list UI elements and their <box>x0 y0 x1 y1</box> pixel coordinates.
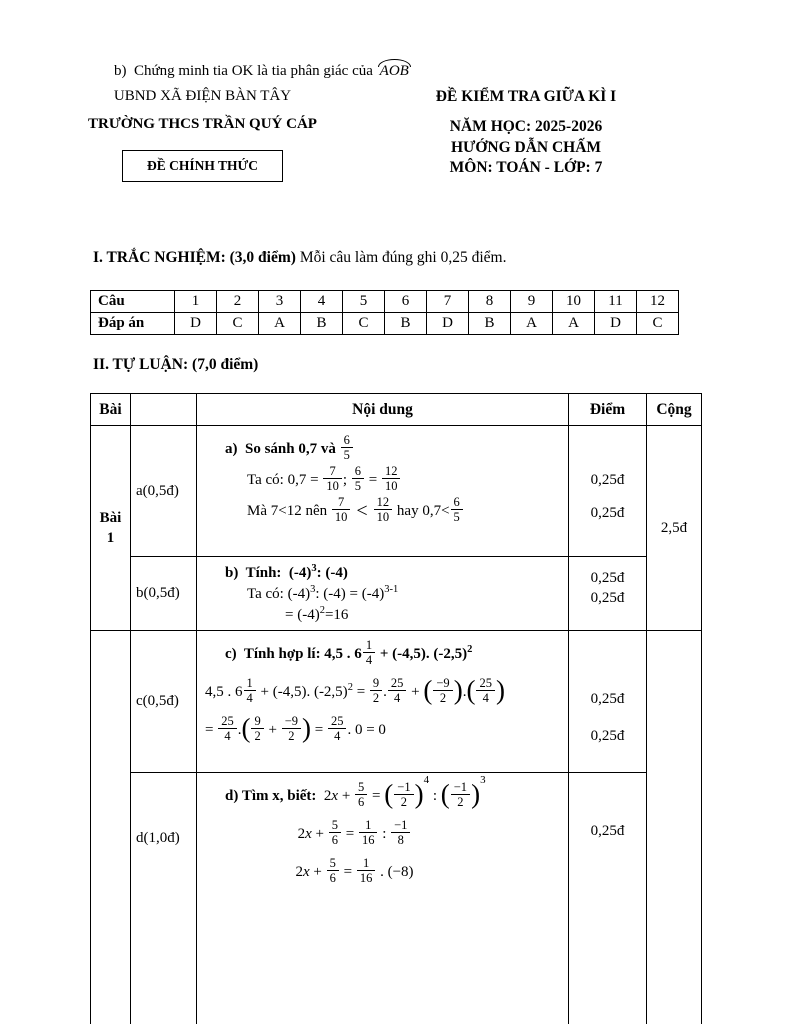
mc-cell: C <box>217 313 259 335</box>
paren: ) <box>302 713 311 743</box>
fraction: $\frac{-1}{2}$ <box>451 780 470 809</box>
math-line <box>225 435 560 464</box>
col-header-noidung: Nội dung <box>197 394 569 426</box>
text-run: = <box>341 825 358 842</box>
header-left <box>60 88 345 182</box>
text-run: 4,5 . 6 <box>205 683 243 700</box>
mc-cell: 3 <box>259 291 301 313</box>
text-run: 2 <box>297 825 306 842</box>
mc-cell: A <box>259 313 301 335</box>
mc-cell: D <box>427 313 469 335</box>
top-note <box>114 63 412 80</box>
points-a <box>569 426 647 557</box>
text-run: + <box>407 683 424 700</box>
mc-answer-label: Đáp án <box>91 313 175 335</box>
text-run: ; <box>342 471 351 488</box>
mc-answer-table <box>90 290 679 335</box>
header-right <box>408 88 644 182</box>
fraction: $\frac{-1}{8}$ <box>391 818 410 847</box>
text-run: hay 0,7< <box>393 502 450 519</box>
fraction: $\frac{-1}{2}$ <box>394 780 413 809</box>
fraction: $\frac{5}{6}$ <box>355 780 367 809</box>
mc-cell: B <box>301 313 343 335</box>
col-header-bai: Bài <box>91 394 131 426</box>
fraction: $\frac{6}{5}$ <box>352 464 364 493</box>
essay-table <box>90 393 702 1024</box>
text-run: = (-4) <box>285 607 320 623</box>
content-a <box>197 426 569 557</box>
text-run: d) Tìm x, biết: <box>225 787 324 804</box>
fraction: $\frac{25}{4}$ <box>476 676 495 705</box>
essay-header-row <box>91 394 702 426</box>
essay-row-a <box>91 426 702 557</box>
mc-answer-row <box>91 313 679 335</box>
text-run: x <box>305 825 312 842</box>
mc-cell: 7 <box>427 291 469 313</box>
paren: ) <box>471 779 481 809</box>
point-value: 0,25đ <box>590 505 625 521</box>
text-run: < <box>351 500 373 522</box>
org-line-1: UBND XÃ ĐIỆN BÀN TÂY <box>113 88 292 104</box>
text-run: . <box>237 721 242 738</box>
text-run: x <box>302 863 310 880</box>
fraction: $\frac{-9}{2}$ <box>282 714 301 743</box>
math-line <box>205 858 560 887</box>
grading-guide-title: HƯỚNG DẪN CHẤM <box>450 139 602 156</box>
text-run: + (-4,5). (-2,5) <box>376 645 468 662</box>
paren: ( <box>466 675 476 705</box>
fraction: $\frac{6}{5}$ <box>341 433 353 462</box>
mc-cell: C <box>343 313 385 335</box>
fraction: $\frac{6}{5}$ <box>451 495 463 524</box>
fraction: $\frac{1}{16}$ <box>357 856 376 885</box>
fraction: $\frac{-9}{2}$ <box>433 676 452 705</box>
bai1-cell <box>91 426 131 631</box>
text-run: 2 <box>323 787 332 804</box>
mc-cell: 1 <box>175 291 217 313</box>
fraction: $\frac{25}{4}$ <box>218 714 237 743</box>
text-run: Ta có: (-4) <box>247 586 311 602</box>
text-run: = <box>364 471 381 488</box>
bai1-label-word: Bài <box>99 509 122 526</box>
text-run: . <box>462 683 467 700</box>
content-b <box>197 557 569 631</box>
essay-row-b <box>91 557 702 631</box>
col-header-sub <box>131 394 197 426</box>
point-value: 0,25đ <box>590 570 625 586</box>
content-c <box>197 631 569 773</box>
math-line <box>205 713 560 745</box>
mc-cell: 9 <box>511 291 553 313</box>
text-run: x <box>331 787 339 804</box>
subject-line: MÔN: TOÁN - LỚP: 7 <box>449 159 603 176</box>
text-run: 2 <box>295 863 303 880</box>
document-header <box>60 88 644 182</box>
points-b <box>569 557 647 631</box>
mc-cell: B <box>385 313 427 335</box>
mc-cell: B <box>469 313 511 335</box>
text-run: : (-4) = (-4) <box>315 586 385 602</box>
text-run: =16 <box>324 607 349 623</box>
mc-question-label: Câu <box>91 291 175 313</box>
text-run: Ta có: 0,7 = <box>247 471 323 488</box>
math-line <box>225 640 560 669</box>
math-line <box>247 497 560 526</box>
point-value: 0,25đ <box>590 472 625 488</box>
text-run: + <box>311 825 328 842</box>
paren: ) <box>414 779 424 809</box>
exponent: 3 <box>480 773 486 786</box>
essay-row-c <box>91 631 702 773</box>
text-run: = <box>205 721 218 738</box>
sub-label-c: c(0,5đ) <box>131 631 197 773</box>
exponent: 3 <box>311 563 317 574</box>
text-run: + <box>338 787 355 804</box>
paren: ) <box>495 675 505 705</box>
point-value: 0,25đ <box>590 823 625 839</box>
math-line <box>225 563 560 583</box>
essay-section-title: II. TỰ LUẬN: (7,0 điểm) <box>93 356 259 373</box>
text-run: . <box>383 683 387 700</box>
mc-cell: 8 <box>469 291 511 313</box>
mc-cell: A <box>553 313 595 335</box>
text-run: = <box>339 863 356 880</box>
text-run: b) Tính: (-4) <box>225 565 312 581</box>
math-line <box>205 675 560 707</box>
math-line <box>225 773 560 811</box>
mc-section-title <box>93 249 506 267</box>
fraction: $\frac{12}{10}$ <box>382 464 401 493</box>
math-line <box>247 466 560 495</box>
text-run: c) Tính hợp lí: 4,5 . 6 <box>225 645 362 662</box>
sub-label-a: a(0,5đ) <box>131 426 197 557</box>
text-run: + <box>264 721 281 738</box>
exponent: 3 <box>310 584 316 595</box>
text-run: + (-4,5). (-2,5) <box>256 683 348 700</box>
mc-cell: 4 <box>301 291 343 313</box>
col-header-cong: Cộng <box>647 394 702 426</box>
fraction: $\frac{9}{2}$ <box>370 676 382 705</box>
fraction: $\frac{1}{16}$ <box>359 818 378 847</box>
exponent: 3-1 <box>384 584 399 595</box>
cong-bai1: 2,5đ <box>647 426 702 631</box>
text-run: : (-4) <box>316 565 348 581</box>
mc-cell: A <box>511 313 553 335</box>
math-line <box>285 605 560 625</box>
text-run: : <box>378 825 391 842</box>
col-header-diem: Điểm <box>569 394 647 426</box>
math-line <box>205 820 560 849</box>
points-c <box>569 631 647 773</box>
org-line-2: TRƯỜNG THCS TRẦN QUÝ CÁP <box>88 116 317 132</box>
cong-bai1-lower <box>647 631 702 1024</box>
essay-row-d <box>91 773 702 1024</box>
mc-cell: 5 <box>343 291 385 313</box>
fraction: $\frac{7}{10}$ <box>332 495 351 524</box>
mc-cell: D <box>595 313 637 335</box>
fraction: $\frac{9}{2}$ <box>251 714 263 743</box>
sub-label-d: d(1,0đ) <box>131 773 197 1024</box>
paren: ( <box>384 779 394 809</box>
text-run: . (−8) <box>376 863 414 880</box>
fraction: $\frac{5}{6}$ <box>329 818 341 847</box>
text-run: . 0 = 0 <box>347 721 386 738</box>
fraction: $\frac{12}{10}$ <box>374 495 393 524</box>
point-value: 0,25đ <box>590 728 625 744</box>
text-run: : <box>429 787 441 804</box>
point-value: 0,25đ <box>590 691 625 707</box>
mc-section-title-rest: Mỗi câu làm đúng ghi 0,25 điểm. <box>295 249 507 266</box>
points-d <box>569 773 647 1024</box>
exam-title: ĐỀ KIỂM TRA GIỮA KÌ I <box>435 88 617 105</box>
text-run: = <box>311 721 327 738</box>
top-note-text: b) Chứng minh tia OK là tia phân giác của <box>114 63 377 79</box>
mc-cell: C <box>637 313 679 335</box>
mc-question-row <box>91 291 679 313</box>
fraction: $\frac{1}{4}$ <box>363 638 375 667</box>
paren: ) <box>453 675 463 705</box>
paren: ( <box>440 779 450 809</box>
content-d <box>197 773 569 1024</box>
fraction: $\frac{25}{4}$ <box>388 676 407 705</box>
bai1-cell-lower <box>91 631 131 1024</box>
exponent: 2 <box>347 681 353 693</box>
fraction: $\frac{5}{6}$ <box>327 856 339 885</box>
sub-label-b: b(0,5đ) <box>131 557 197 631</box>
exponent: 2 <box>319 605 325 616</box>
mc-cell: 10 <box>553 291 595 313</box>
bai1-label-number: 1 <box>106 530 115 546</box>
point-value: 0,25đ <box>590 590 625 606</box>
text-run: + <box>309 863 326 880</box>
text-run: = <box>368 787 385 804</box>
mc-cell: D <box>175 313 217 335</box>
exponent: 4 <box>423 773 430 786</box>
mc-cell: 12 <box>637 291 679 313</box>
angle-symbol: AOB <box>377 62 412 79</box>
mc-cell: 11 <box>595 291 637 313</box>
exponent: 2 <box>467 643 473 655</box>
text-run: = <box>352 683 369 700</box>
school-year: NĂM HỌC: 2025-2026 <box>449 118 603 135</box>
paren: ( <box>423 675 433 705</box>
fraction: $\frac{25}{4}$ <box>328 714 347 743</box>
mc-cell: 6 <box>385 291 427 313</box>
text-run: Mà 7<12 nên <box>247 502 331 519</box>
paren: ( <box>241 713 251 743</box>
fraction: $\frac{7}{10}$ <box>323 464 342 493</box>
mc-section-title-bold: I. TRẮC NGHIỆM: (3,0 điểm) <box>93 249 296 266</box>
official-exam-stamp: ĐỀ CHÍNH THỨC <box>122 150 283 182</box>
fraction: $\frac{1}{4}$ <box>244 676 256 705</box>
text-run: a) So sánh 0,7 và <box>225 440 340 457</box>
math-line <box>247 584 560 604</box>
mc-cell: 2 <box>217 291 259 313</box>
